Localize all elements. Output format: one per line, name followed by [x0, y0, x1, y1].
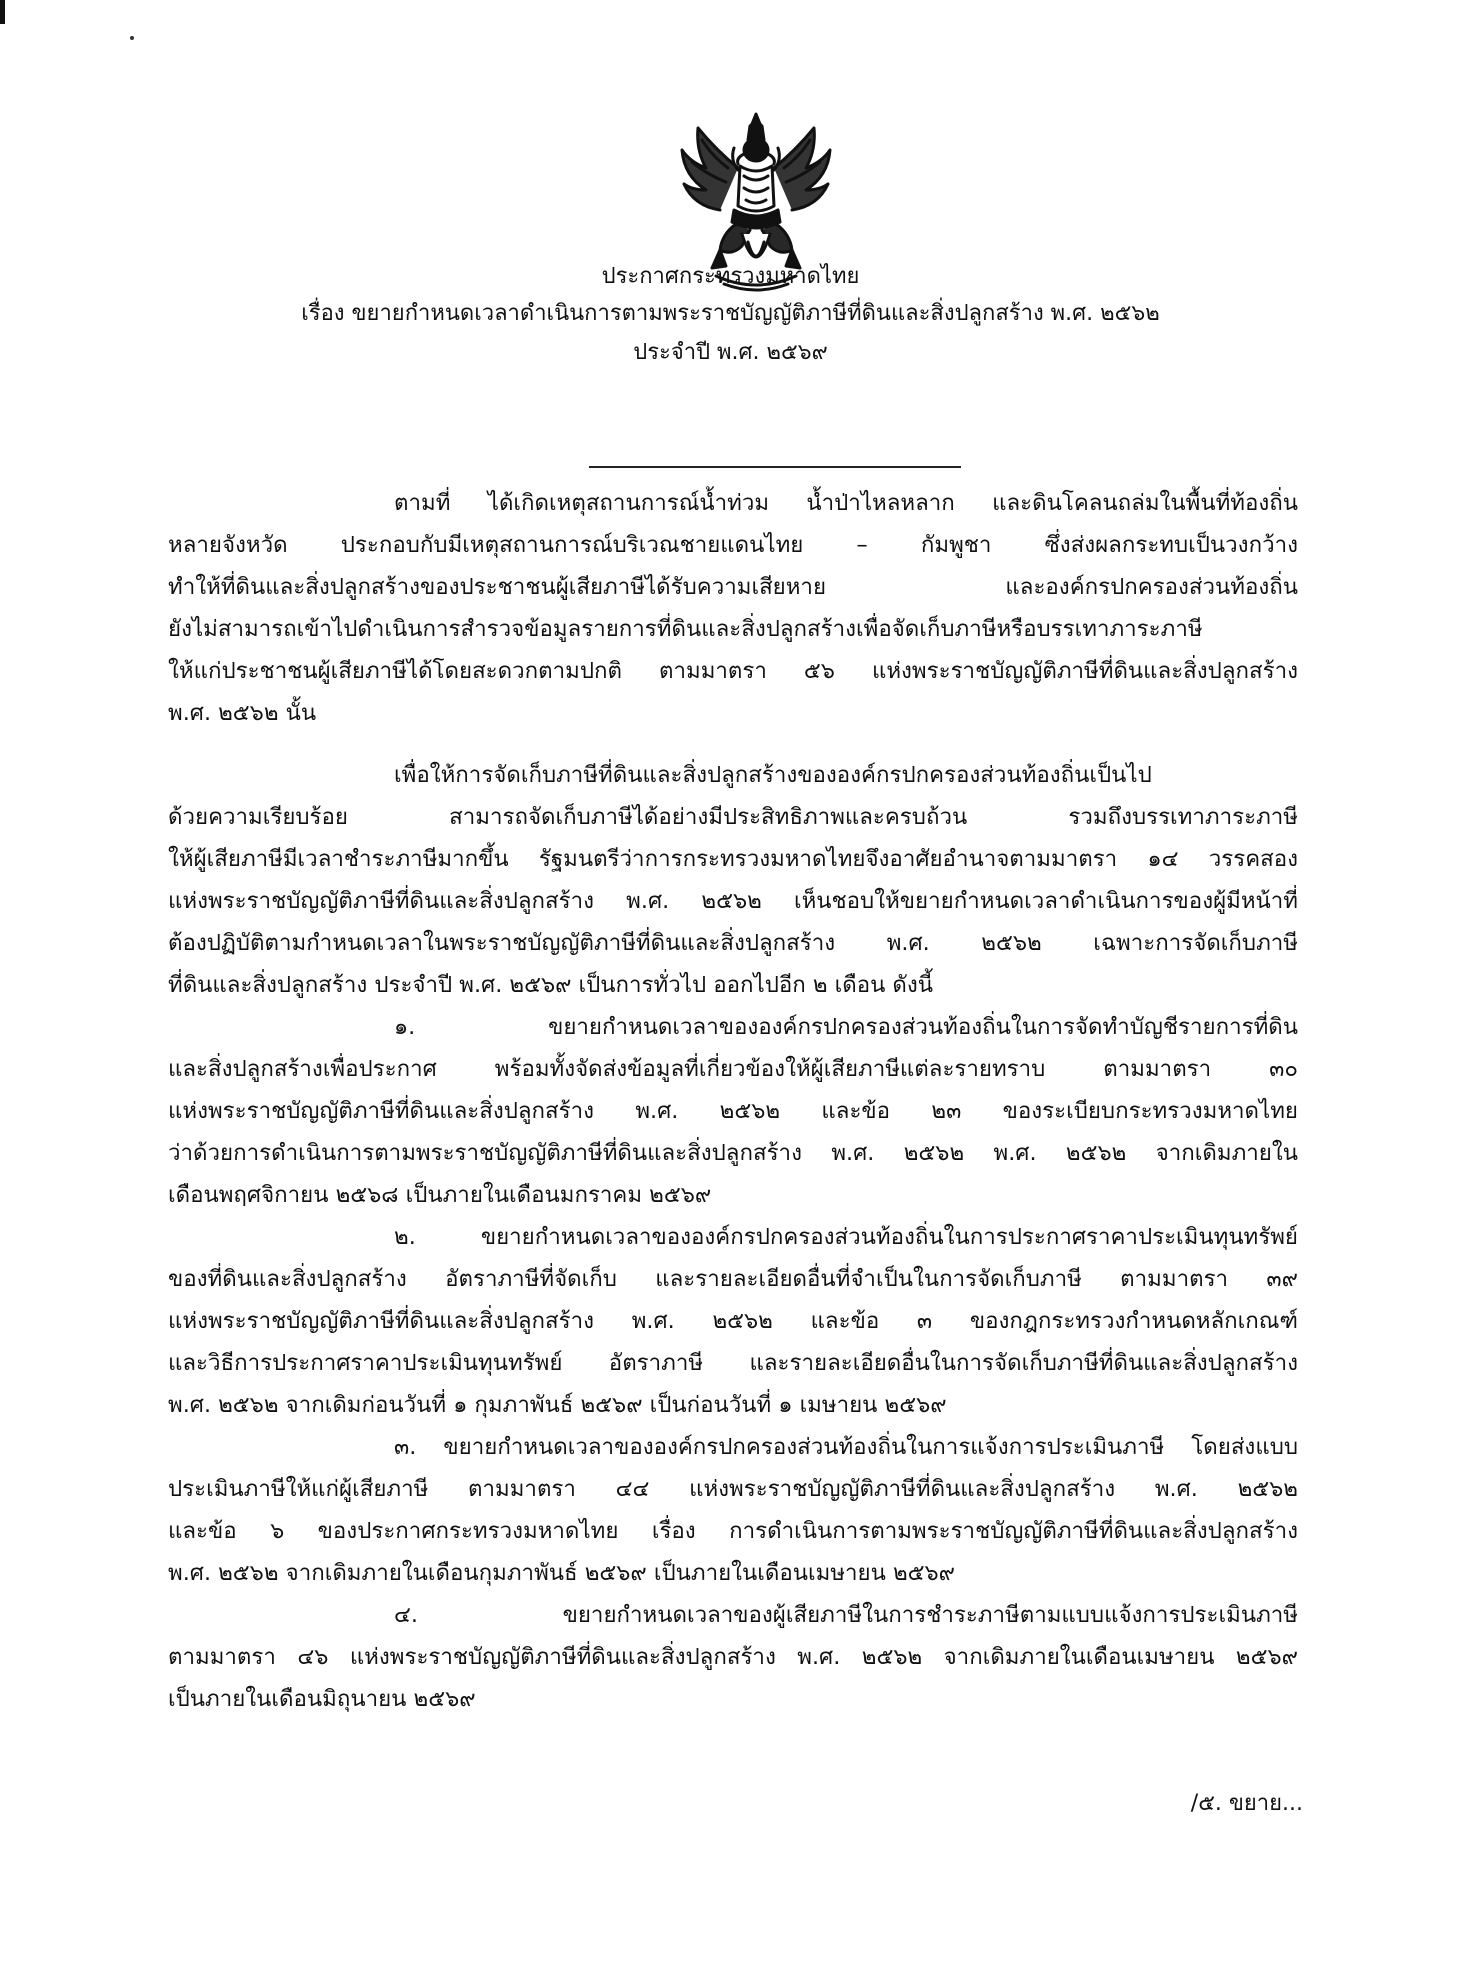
paragraph-line: ว่าด้วยการดำเนินการตามพระราชบัญญัติภาษีที่ดินและสิ่งปลูกสร้าง พ.ศ. ๒๕๖๒ พ.ศ. ๒๕๖๒ จากเดิมภายใน: [168, 1140, 1298, 1166]
paragraph-line: ๓. ขยายกำหนดเวลาขององค์กรปกครองส่วนท้องถิ่นในการแจ้งการประเมินภาษี โดยส่งแบบ: [394, 1434, 1298, 1460]
paragraph-line: ตามมาตรา ๔๖ แห่งพระราชบัญญัติภาษีที่ดินและสิ่งปลูกสร้าง พ.ศ. ๒๕๖๒ จากเดิมภายในเดือนเมษายน ๒๕๖๙: [168, 1644, 1298, 1670]
paragraph-line: ๑. ขยายกำหนดเวลาขององค์กรปกครองส่วนท้องถิ่นในการจัดทำบัญชีรายการที่ดิน: [394, 1014, 1298, 1040]
paragraph-line: แห่งพระราชบัญญัติภาษีที่ดินและสิ่งปลูกสร้าง พ.ศ. ๒๕๖๒ และข้อ ๒๓ ของระเบียบกระทรวงมหาดไทย: [168, 1098, 1298, 1124]
paragraph-line: ให้แก่ประชาชนผู้เสียภาษีได้โดยสะดวกตามปกติ ตามมาตรา ๕๖ แห่งพระราชบัญญัติภาษีที่ดินและสิ่งปลูกสร้าง: [168, 658, 1298, 684]
subject-line: เรื่อง ขยายกำหนดเวลาดำเนินการตามพระราชบัญญัติภาษีที่ดินและสิ่งปลูกสร้าง พ.ศ. ๒๕๖๒: [301, 301, 1160, 326]
paragraph-line: เป็นภายในเดือนมิถุนายน ๒๕๖๙: [168, 1686, 476, 1712]
paragraph-line: เพื่อให้การจัดเก็บภาษีที่ดินและสิ่งปลูกสร้างขององค์กรปกครองส่วนท้องถิ่นเป็นไป: [394, 762, 1152, 788]
paragraph-line: เดือนพฤศจิกายน ๒๕๖๘ เป็นภายในเดือนมกราคม ๒๕๖๙: [168, 1182, 712, 1208]
paragraph-line: และสิ่งปลูกสร้างเพื่อประกาศ พร้อมทั้งจัดส่งข้อมูลที่เกี่ยวข้องให้ผู้เสียภาษีแต่ละรายทราบ ตามมาตรา ๓๐: [168, 1056, 1298, 1082]
paragraph-line: แห่งพระราชบัญญัติภาษีที่ดินและสิ่งปลูกสร้าง พ.ศ. ๒๕๖๒ และข้อ ๓ ของกฎกระทรวงกำหนดหลักเกณฑ์: [168, 1308, 1298, 1334]
paragraph-line: ประเมินภาษีให้แก่ผู้เสียภาษี ตามมาตรา ๔๔ แห่งพระราชบัญญัติภาษีที่ดินและสิ่งปลูกสร้าง พ.ศ. ๒๕๖๒: [168, 1476, 1298, 1502]
scan-edge-mark: [0, 0, 5, 24]
paragraph-line: ตามที่ ได้เกิดเหตุสถานการณ์น้ำท่วม น้ำป่าไหลหลาก และดินโคลนถล่มในพื้นที่ท้องถิ่น: [394, 490, 1298, 516]
paragraph-line: ด้วยความเรียบร้อย สามารถจัดเก็บภาษีได้อย่างมีประสิทธิภาพและครบถ้วน รวมถึงบรรเทาภาระภาษี: [168, 804, 1298, 830]
paragraph-line: หลายจังหวัด ประกอบกับมีเหตุสถานการณ์บริเวณชายแดนไทย – กัมพูชา ซึ่งส่งผลกระทบเป็นวงกว้าง: [168, 532, 1298, 558]
document-year: [0, 338, 1461, 368]
year-line: ประจำปี พ.ศ. ๒๕๖๙: [633, 340, 828, 365]
paragraph-line: พ.ศ. ๒๕๖๒ จากเดิมภายในเดือนกุมภาพันธ์ ๒๕๖๙ เป็นภายในเดือนเมษายน ๒๕๖๙: [168, 1560, 955, 1586]
paragraph-line: แห่งพระราชบัญญัติภาษีที่ดินและสิ่งปลูกสร้าง พ.ศ. ๒๕๖๒ เห็นชอบให้ขยายกำหนดเวลาดำเนินการของผู้มีหน้าที่: [168, 888, 1298, 914]
list-item: [168, 1006, 1298, 1216]
continuation-note: /๕. ขยาย...: [1190, 1791, 1303, 1816]
document-header: [0, 262, 1461, 292]
list-item: [168, 1426, 1298, 1594]
issuer-title: ประกาศกระทรวงมหาดไทย: [601, 264, 860, 289]
paragraph-line: ทำให้ที่ดินและสิ่งปลูกสร้างของประชาชนผู้เสียภาษีได้รับความเสียหาย และองค์กรปกครองส่วนท้องถิ่น: [168, 574, 1298, 600]
paragraph: [168, 482, 1298, 734]
document-subject: [0, 299, 1461, 329]
header-divider: [589, 466, 961, 468]
paragraph-line: พ.ศ. ๒๕๖๒ นั้น: [168, 700, 317, 726]
paragraph: [168, 754, 1298, 1006]
list-item: [168, 1216, 1298, 1426]
paragraph-line: และข้อ ๖ ของประกาศกระทรวงมหาดไทย เรื่อง การดำเนินการตามพระราชบัญญัติภาษีที่ดินและสิ่งปลูกสร้าง: [168, 1518, 1298, 1544]
paragraph-line: ๔. ขยายกำหนดเวลาของผู้เสียภาษีในการชำระภาษีตามแบบแจ้งการประเมินภาษี: [394, 1602, 1298, 1628]
paragraph-line: ให้ผู้เสียภาษีมีเวลาชำระภาษีมากขึ้น รัฐมนตรีว่าการกระทรวงมหาดไทยจึงอาศัยอำนาจตามมาตรา ๑๔ วรรคสอง: [168, 846, 1298, 872]
paragraph-line: ที่ดินและสิ่งปลูกสร้าง ประจำปี พ.ศ. ๒๕๖๙ เป็นการทั่วไป ออกไปอีก ๒ เดือน ดังนี้: [168, 972, 934, 998]
paragraph-line: และวิธีการประกาศราคาประเมินทุนทรัพย์ อัตราภาษี และรายละเอียดอื่นในการจัดเก็บภาษีที่ดินและสิ่งปลูกสร้าง: [168, 1350, 1298, 1376]
paragraph-line: ยังไม่สามารถเข้าไปดำเนินการสำรวจข้อมูลรายการที่ดินและสิ่งปลูกสร้างเพื่อจัดเก็บภาษีหรือบรรเทาภาระภาษี: [168, 616, 1203, 642]
paragraph-line: ๒. ขยายกำหนดเวลาขององค์กรปกครองส่วนท้องถิ่นในการประกาศราคาประเมินทุนทรัพย์: [394, 1224, 1298, 1250]
list-item: [168, 1594, 1298, 1720]
document-body: [168, 482, 1298, 1720]
paragraph-line: ของที่ดินและสิ่งปลูกสร้าง อัตราภาษีที่จัดเก็บ และรายละเอียดอื่นที่จำเป็นในการจัดเก็บภาษี ตามมาตรา ๓๙: [168, 1266, 1298, 1292]
paragraph-line: พ.ศ. ๒๕๖๒ จากเดิมก่อนวันที่ ๑ กุมภาพันธ์ ๒๕๖๙ เป็นก่อนวันที่ ๑ เมษายน ๒๕๖๙: [168, 1392, 947, 1418]
scan-speck: [130, 36, 134, 40]
paragraph-line: ต้องปฏิบัติตามกำหนดเวลาในพระราชบัญญัติภาษีที่ดินและสิ่งปลูกสร้าง พ.ศ. ๒๕๖๒ เฉพาะการจัดเก็บภาษี: [168, 930, 1298, 956]
